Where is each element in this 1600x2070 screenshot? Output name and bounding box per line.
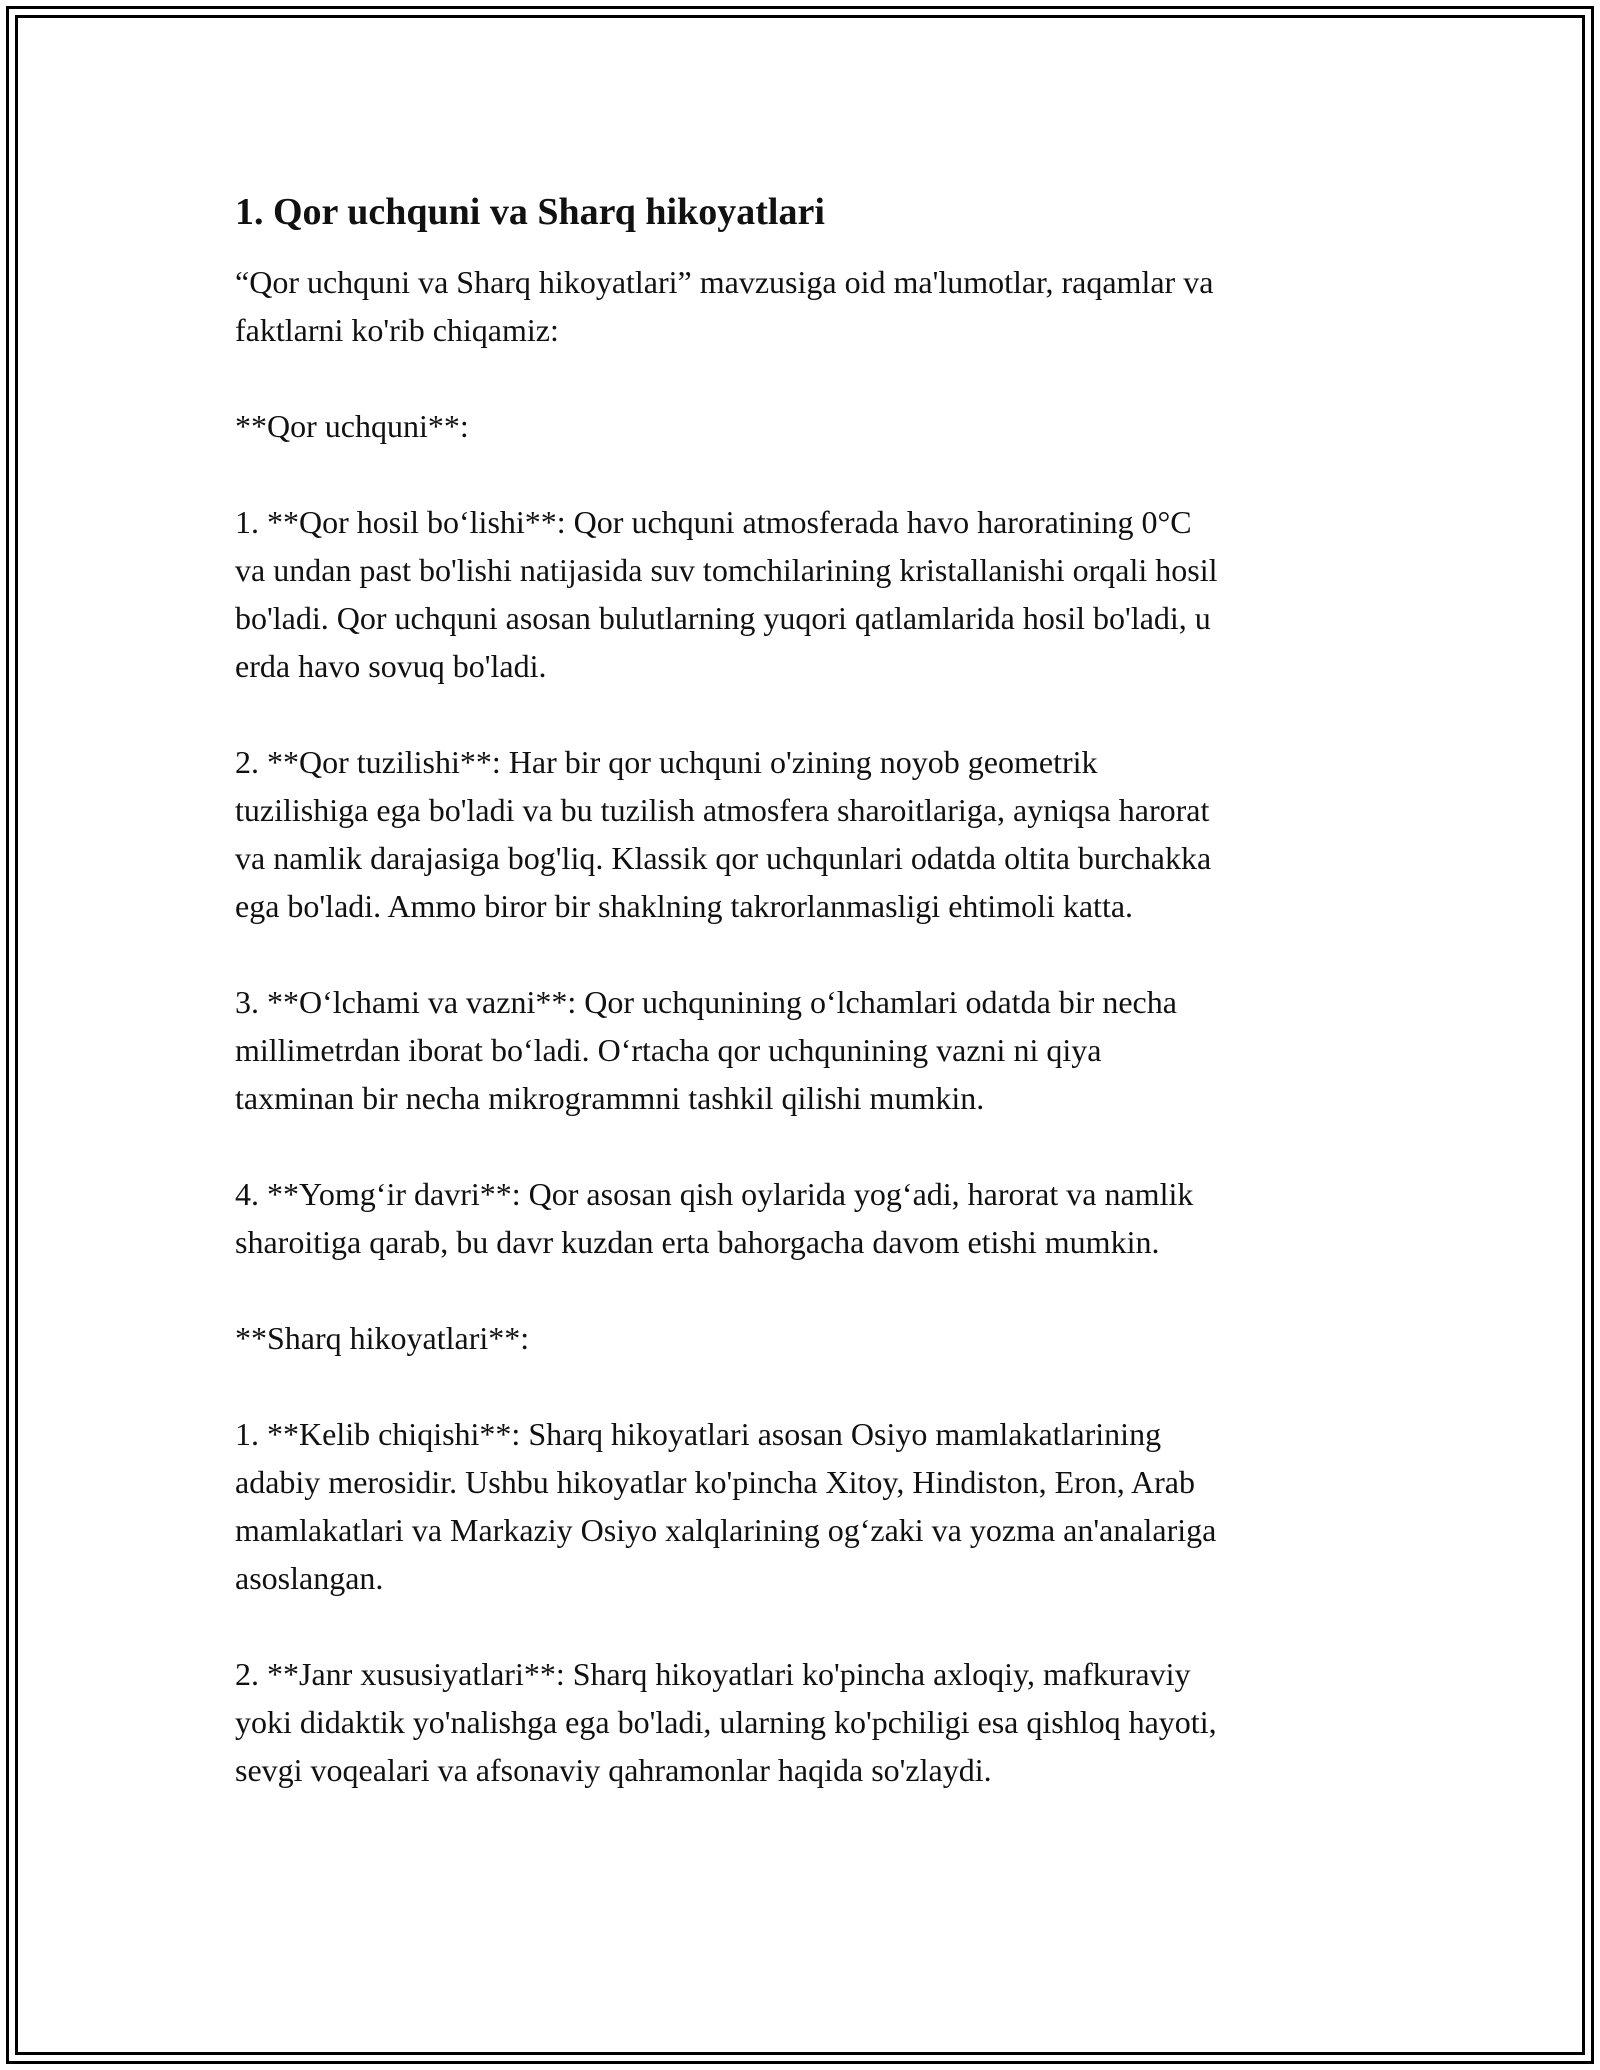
snowflake-item-2: 2. **Qor tuzilishi**: Har bir qor uchquni o'zining noyob geometrik tuzilishiga ega bo'ladi va bu tuzilish atmosfera sharoitlariga, ayniqsa harorat va namlik darajasiga bog'liq. Klassik qor uchqunlari odatda oltita burchakka ega bo'ladi. Ammo biror bir shaklning takrorlanmasligi ehtimoli katta. [235, 744, 1212, 924]
section-heading-eastern-tales: **Sharq hikoyatlari**: [235, 1320, 530, 1356]
eastern-tales-item-1: 1. **Kelib chiqishi**: Sharq hikoyatlari asosan Osiyo mamlakatlarining adabiy merosidir. Ushbu hikoyatlar ko'pincha Xitoy, Hindiston, Eron, Arab mamlakatlari va Markaziy Osiyo xalqlarining og‘zaki va yozma an'analariga asoslangan. [235, 1416, 1217, 1596]
document-title: 1. Qor uchquni va Sharq hikoyatlari [235, 191, 825, 233]
snowflake-item-3: 3. **O‘lchami va vazni**: Qor uchqunining o‘lchamlari odatda bir necha millimetrdan iborat bo‘ladi. O‘rtacha qor uchqunining vazni ni qiya taxminan bir necha mikrogrammni tashkil qilishi mumkin. [235, 984, 1177, 1116]
intro-paragraph: “Qor uchquni va Sharq hikoyatlari” mavzusiga oid ma'lumotlar, raqamlar va faktlarni ko'rib chiqamiz: [235, 264, 1214, 348]
section-heading-snowflake: **Qor uchquni**: [235, 408, 469, 444]
snowflake-item-1: 1. **Qor hosil bo‘lishi**: Qor uchquni atmosferada havo haroratining 0°C va undan past bo'lishi natijasida suv tomchilarining kristallanishi orqali hosil bo'ladi. Qor uchquni asosan bulutlarning yuqori qatlamlarida hosil bo'ladi, u erda havo sovuq bo'ladi. [235, 504, 1218, 684]
document-body [235, 188, 1365, 1842]
eastern-tales-item-2: 2. **Janr xususiyatlari**: Sharq hikoyatlari ko'pincha axloqiy, mafkuraviy yoki didaktik yo'nalishga ega bo'ladi, ularning ko'pchiligi esa qishloq hayoti, sevgi voqealari va afsonaviy qahramonlar haqida so'zlaydi. [235, 1656, 1217, 1788]
snowflake-item-4: 4. **Yomg‘ir davri**: Qor asosan qish oylarida yog‘adi, harorat va namlik sharoitiga qarab, bu davr kuzdan erta bahorgacha davom etishi mumkin. [235, 1176, 1194, 1260]
